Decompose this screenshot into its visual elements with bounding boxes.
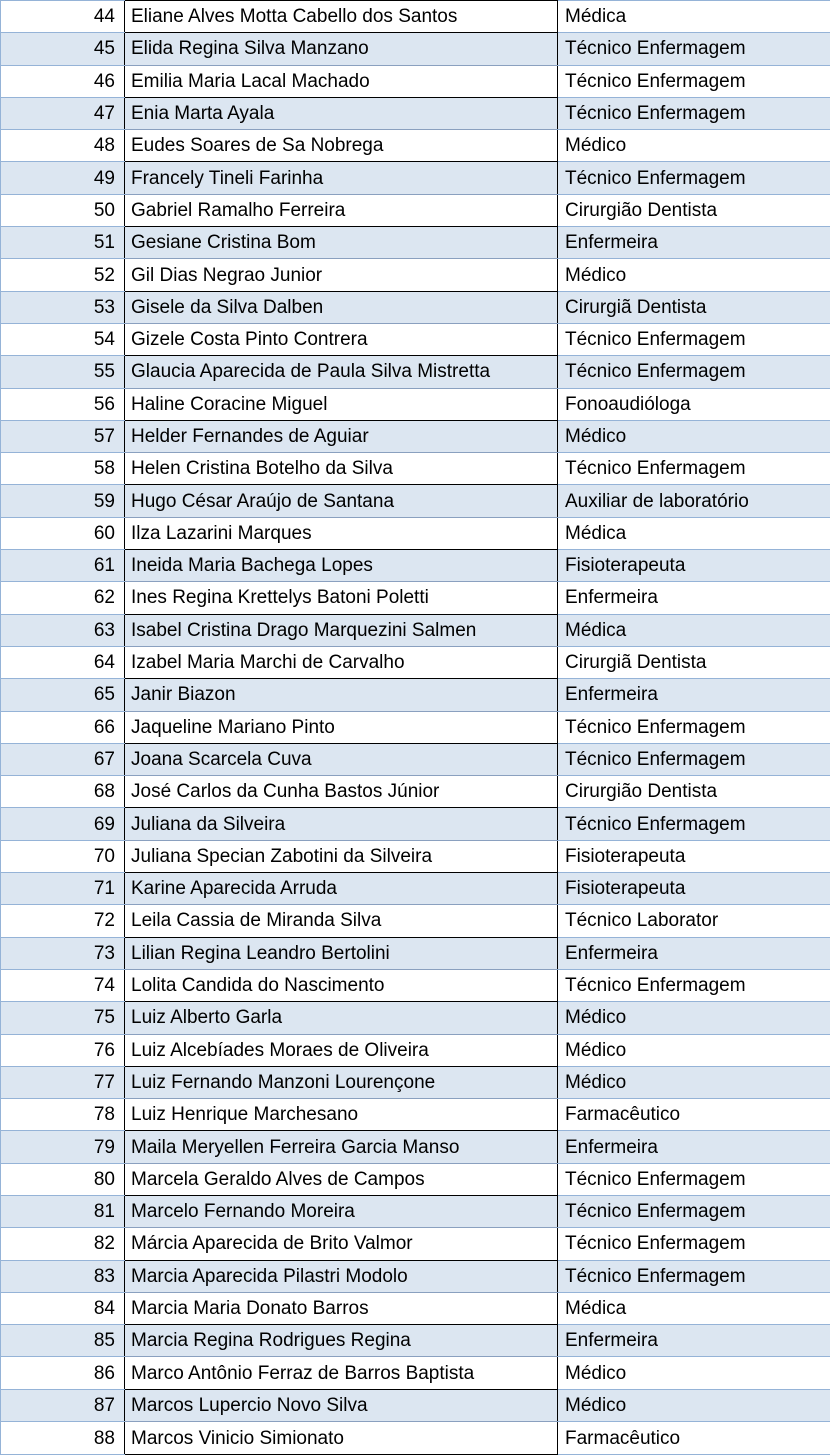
row-number: 58: [1, 453, 125, 485]
staff-name: Juliana da Silveira: [125, 808, 558, 840]
row-number: 59: [1, 485, 125, 517]
staff-name: Janir Biazon: [125, 679, 558, 711]
staff-role: Cirurgião Dentista: [558, 776, 830, 808]
row-number: 49: [1, 162, 125, 194]
staff-name: Marcos Lupercio Novo Silva: [125, 1389, 558, 1421]
table-row: [1, 130, 830, 162]
staff-role: Técnico Laborator: [558, 905, 830, 937]
row-number: 47: [1, 97, 125, 129]
table-row: [1, 1389, 830, 1421]
table-row: [1, 1260, 830, 1292]
staff-name: Emilia Maria Lacal Machado: [125, 65, 558, 97]
staff-name: Francely Tineli Farinha: [125, 162, 558, 194]
table-row: [1, 840, 830, 872]
table-row: [1, 550, 830, 582]
table-row: [1, 1, 830, 33]
table-row: [1, 517, 830, 549]
table-row: [1, 646, 830, 678]
table-row: [1, 969, 830, 1001]
staff-name: Lilian Regina Leandro Bertolini: [125, 937, 558, 969]
staff-role: Médica: [558, 614, 830, 646]
staff-name: Haline Coracine Miguel: [125, 388, 558, 420]
row-number: 52: [1, 259, 125, 291]
staff-name: Joana Scarcela Cuva: [125, 743, 558, 775]
row-number: 80: [1, 1163, 125, 1195]
staff-role: Médico: [558, 259, 830, 291]
staff-role: Enfermeira: [558, 582, 830, 614]
staff-name: Marcos Vinicio Simionato: [125, 1422, 558, 1455]
staff-role: Técnico Enfermagem: [558, 1163, 830, 1195]
row-number: 77: [1, 1066, 125, 1098]
row-number: 68: [1, 776, 125, 808]
table-row: [1, 873, 830, 905]
table-row: [1, 776, 830, 808]
staff-role: Enfermeira: [558, 1325, 830, 1357]
row-number: 83: [1, 1260, 125, 1292]
table-row: [1, 905, 830, 937]
row-number: 51: [1, 227, 125, 259]
table-row: [1, 711, 830, 743]
staff-role: Cirurgiã Dentista: [558, 291, 830, 323]
staff-name: Helen Cristina Botelho da Silva: [125, 453, 558, 485]
row-number: 62: [1, 582, 125, 614]
staff-name: Marcela Geraldo Alves de Campos: [125, 1163, 558, 1195]
staff-name: Gil Dias Negrao Junior: [125, 259, 558, 291]
row-number: 56: [1, 388, 125, 420]
row-number: 86: [1, 1357, 125, 1389]
staff-name: Jaqueline Mariano Pinto: [125, 711, 558, 743]
row-number: 55: [1, 356, 125, 388]
staff-name: Hugo César Araújo de Santana: [125, 485, 558, 517]
table-row: [1, 1325, 830, 1357]
staff-role: Técnico Enfermagem: [558, 1195, 830, 1227]
row-number: 74: [1, 969, 125, 1001]
table-row: [1, 1099, 830, 1131]
staff-role: Técnico Enfermagem: [558, 97, 830, 129]
staff-name: Gesiane Cristina Bom: [125, 227, 558, 259]
staff-role: Médico: [558, 1066, 830, 1098]
table-row: [1, 33, 830, 65]
table-row: [1, 356, 830, 388]
staff-name: Eliane Alves Motta Cabello dos Santos: [125, 1, 558, 33]
row-number: 69: [1, 808, 125, 840]
staff-table-body: [1, 1, 830, 1455]
staff-role: Fisioterapeuta: [558, 873, 830, 905]
table-row: [1, 291, 830, 323]
table-row: [1, 323, 830, 355]
staff-name: Maila Meryellen Ferreira Garcia Manso: [125, 1131, 558, 1163]
staff-role: Enfermeira: [558, 937, 830, 969]
staff-role: Técnico Enfermagem: [558, 356, 830, 388]
staff-role: Técnico Enfermagem: [558, 1228, 830, 1260]
staff-role: Enfermeira: [558, 679, 830, 711]
table-row: [1, 162, 830, 194]
staff-name: Glaucia Aparecida de Paula Silva Mistretta: [125, 356, 558, 388]
staff-role: Fisioterapeuta: [558, 550, 830, 582]
staff-name: Eudes Soares de Sa Nobrega: [125, 130, 558, 162]
table-row: [1, 614, 830, 646]
staff-name: Karine Aparecida Arruda: [125, 873, 558, 905]
staff-name: Isabel Cristina Drago Marquezini Salmen: [125, 614, 558, 646]
staff-role: Cirurgiã Dentista: [558, 646, 830, 678]
staff-role: Fisioterapeuta: [558, 840, 830, 872]
row-number: 66: [1, 711, 125, 743]
table-row: [1, 1034, 830, 1066]
staff-role: Enfermeira: [558, 1131, 830, 1163]
staff-name: Marcelo Fernando Moreira: [125, 1195, 558, 1227]
table-row: [1, 485, 830, 517]
table-row: [1, 937, 830, 969]
row-number: 63: [1, 614, 125, 646]
staff-role: Médico: [558, 1357, 830, 1389]
staff-role: Técnico Enfermagem: [558, 711, 830, 743]
table-row: [1, 1357, 830, 1389]
table-row: [1, 453, 830, 485]
staff-role: Médica: [558, 517, 830, 549]
row-number: 67: [1, 743, 125, 775]
row-number: 76: [1, 1034, 125, 1066]
table-row: [1, 582, 830, 614]
staff-name: Marcia Aparecida Pilastri Modolo: [125, 1260, 558, 1292]
row-number: 85: [1, 1325, 125, 1357]
staff-name: Marco Antônio Ferraz de Barros Baptista: [125, 1357, 558, 1389]
staff-name: Luiz Alcebíades Moraes de Oliveira: [125, 1034, 558, 1066]
staff-role: Médico: [558, 420, 830, 452]
staff-name: Luiz Henrique Marchesano: [125, 1099, 558, 1131]
staff-role: Técnico Enfermagem: [558, 453, 830, 485]
table-row: [1, 388, 830, 420]
staff-name: Leila Cassia de Miranda Silva: [125, 905, 558, 937]
staff-role: Farmacêutico: [558, 1422, 830, 1455]
row-number: 79: [1, 1131, 125, 1163]
staff-name: Luiz Fernando Manzoni Lourençone: [125, 1066, 558, 1098]
staff-role: Médica: [558, 1292, 830, 1324]
table-row: [1, 743, 830, 775]
table-row: [1, 679, 830, 711]
staff-role: Técnico Enfermagem: [558, 808, 830, 840]
table-row: [1, 97, 830, 129]
table-row: [1, 227, 830, 259]
row-number: 82: [1, 1228, 125, 1260]
staff-name: Márcia Aparecida de Brito Valmor: [125, 1228, 558, 1260]
table-row: [1, 1195, 830, 1227]
staff-role: Fonoaudióloga: [558, 388, 830, 420]
row-number: 70: [1, 840, 125, 872]
staff-name: Lolita Candida do Nascimento: [125, 969, 558, 1001]
staff-role: Técnico Enfermagem: [558, 33, 830, 65]
row-number: 75: [1, 1002, 125, 1034]
staff-role: Técnico Enfermagem: [558, 65, 830, 97]
staff-role: Auxiliar de laboratório: [558, 485, 830, 517]
staff-name: Gabriel Ramalho Ferreira: [125, 194, 558, 226]
table-row: [1, 194, 830, 226]
staff-name: Elida Regina Silva Manzano: [125, 33, 558, 65]
row-number: 44: [1, 1, 125, 33]
row-number: 71: [1, 873, 125, 905]
row-number: 54: [1, 323, 125, 355]
staff-role: Médico: [558, 1034, 830, 1066]
staff-name: Izabel Maria Marchi de Carvalho: [125, 646, 558, 678]
staff-name: Marcia Regina Rodrigues Regina: [125, 1325, 558, 1357]
staff-role: Farmacêutico: [558, 1099, 830, 1131]
staff-name: Gisele da Silva Dalben: [125, 291, 558, 323]
row-number: 64: [1, 646, 125, 678]
staff-name: Ines Regina Krettelys Batoni Poletti: [125, 582, 558, 614]
staff-role: Técnico Enfermagem: [558, 162, 830, 194]
row-number: 65: [1, 679, 125, 711]
row-number: 60: [1, 517, 125, 549]
row-number: 81: [1, 1195, 125, 1227]
row-number: 84: [1, 1292, 125, 1324]
table-row: [1, 1228, 830, 1260]
row-number: 50: [1, 194, 125, 226]
table-row: [1, 1292, 830, 1324]
staff-role: Técnico Enfermagem: [558, 323, 830, 355]
row-number: 48: [1, 130, 125, 162]
staff-name: José Carlos da Cunha Bastos Júnior: [125, 776, 558, 808]
staff-name: Gizele Costa Pinto Contrera: [125, 323, 558, 355]
staff-name: Luiz Alberto Garla: [125, 1002, 558, 1034]
table-row: [1, 420, 830, 452]
staff-name: Helder Fernandes de Aguiar: [125, 420, 558, 452]
row-number: 61: [1, 550, 125, 582]
row-number: 72: [1, 905, 125, 937]
table-row: [1, 1002, 830, 1034]
staff-name: Juliana Specian Zabotini da Silveira: [125, 840, 558, 872]
row-number: 88: [1, 1422, 125, 1455]
staff-role: Técnico Enfermagem: [558, 969, 830, 1001]
staff-role: Médico: [558, 130, 830, 162]
row-number: 78: [1, 1099, 125, 1131]
staff-role: Técnico Enfermagem: [558, 743, 830, 775]
row-number: 53: [1, 291, 125, 323]
row-number: 87: [1, 1389, 125, 1421]
row-number: 73: [1, 937, 125, 969]
table-row: [1, 1422, 830, 1455]
staff-role: Cirurgião Dentista: [558, 194, 830, 226]
table-row: [1, 808, 830, 840]
staff-role: Médico: [558, 1002, 830, 1034]
staff-role: Técnico Enfermagem: [558, 1260, 830, 1292]
row-number: 45: [1, 33, 125, 65]
staff-name: Ineida Maria Bachega Lopes: [125, 550, 558, 582]
staff-role: Enfermeira: [558, 227, 830, 259]
staff-name: Ilza Lazarini Marques: [125, 517, 558, 549]
staff-name: Enia Marta Ayala: [125, 97, 558, 129]
staff-role: Médica: [558, 1, 830, 33]
row-number: 57: [1, 420, 125, 452]
staff-role: Médico: [558, 1389, 830, 1421]
table-row: [1, 1131, 830, 1163]
table-row: [1, 1163, 830, 1195]
table-row: [1, 65, 830, 97]
table-row: [1, 259, 830, 291]
row-number: 46: [1, 65, 125, 97]
staff-name: Marcia Maria Donato Barros: [125, 1292, 558, 1324]
table-row: [1, 1066, 830, 1098]
